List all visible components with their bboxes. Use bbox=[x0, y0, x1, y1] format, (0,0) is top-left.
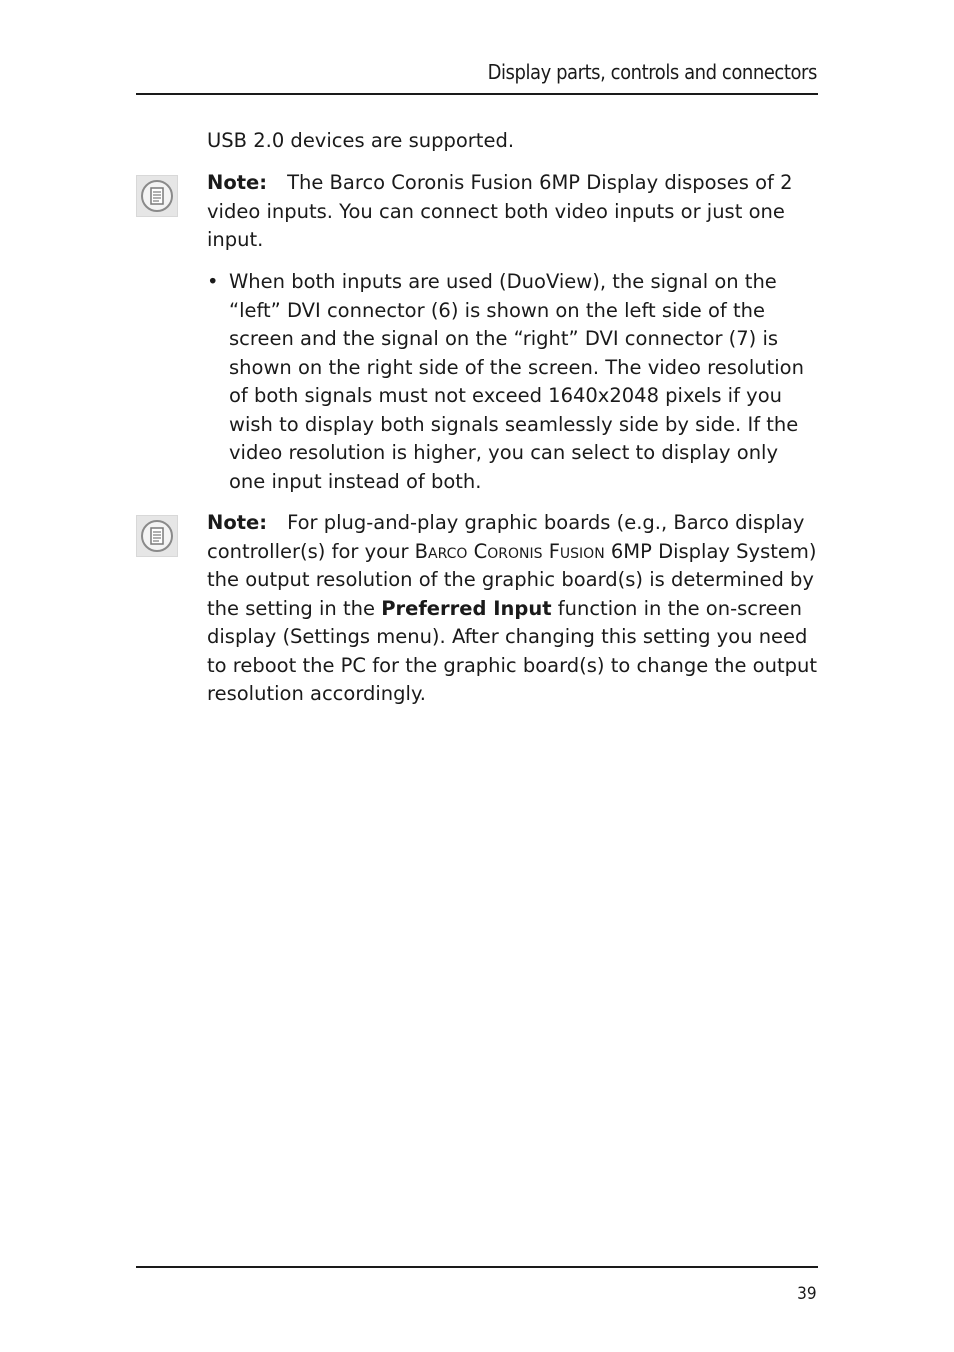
footer-rule bbox=[136, 1266, 818, 1268]
note-icon bbox=[136, 175, 178, 217]
note-label: Note: bbox=[207, 171, 268, 194]
bullet-item bbox=[207, 268, 819, 496]
note-icon bbox=[136, 515, 178, 557]
note-1 bbox=[207, 169, 819, 255]
product-name: Barco Coronis Fusion bbox=[414, 539, 605, 563]
note-text-part3: function in the on-screen display (Settings menu). After changing this setting you need to reboot the PC for the graphic board(s) to change the output resolution accordingly. bbox=[207, 596, 817, 705]
note-text: The Barco Coronis Fusion 6MP Display disposes of 2 video inputs. You can connect both video inputs or just one input. bbox=[207, 171, 793, 251]
header-rule bbox=[136, 93, 818, 95]
header-title: Display parts, controls and connectors bbox=[487, 60, 817, 84]
note-label: Note: bbox=[207, 511, 268, 534]
note-2 bbox=[207, 509, 819, 709]
page-number: 39 bbox=[797, 1284, 817, 1304]
preferred-input-term: Preferred Input bbox=[381, 596, 552, 620]
bullet-text: When both inputs are used (DuoView), the signal on the “left” DVI connector (6) is shown on the left side of the screen and the signal on the “right” DVI connector (7) is shown on the right side of the screen. The video resolution of both signals must not exceed 1640x2048 pixels if you wish to display both signals seamlessly side by side. If the video resolution is higher, you can select to display only one input instead of both. bbox=[229, 270, 804, 493]
note-text-part2: 6MP Display System) the output resolution of the graphic board(s) is determined by the setting in the bbox=[207, 539, 817, 620]
bullet-marker: • bbox=[207, 270, 219, 293]
note-text-part1: For plug-and-play graphic boards (e.g., Barco display controller(s) for your bbox=[207, 511, 805, 563]
usb-paragraph: USB 2.0 devices are supported. bbox=[207, 129, 515, 152]
